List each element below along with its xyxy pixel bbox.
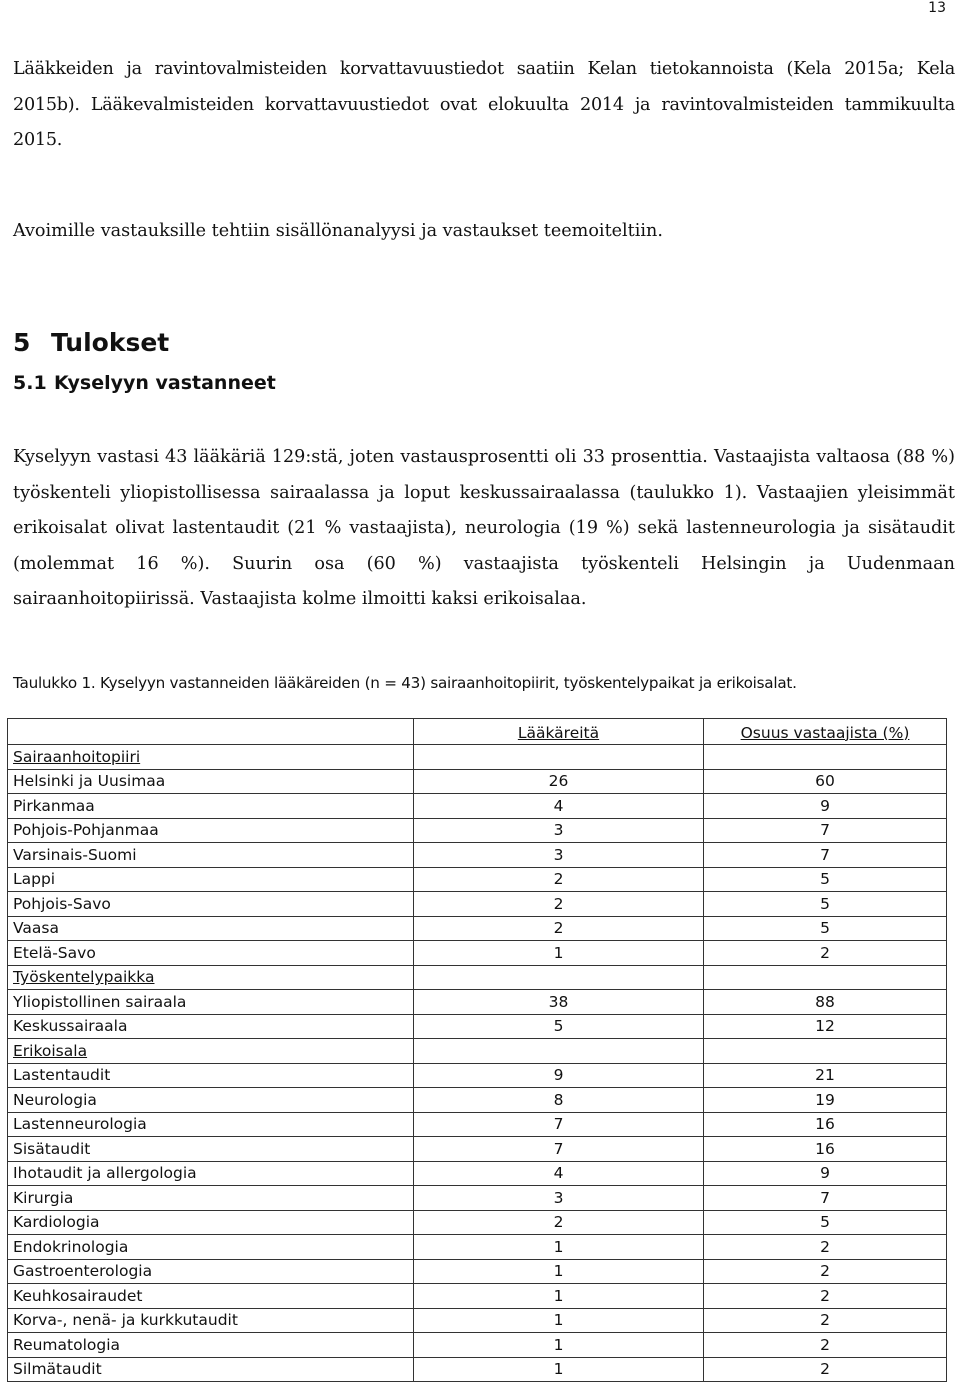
header-share-label: Osuus vastaajista (%) bbox=[740, 723, 910, 742]
doctors-count-cell: 3 bbox=[414, 818, 704, 843]
share-percent-cell: 5 bbox=[704, 1210, 947, 1235]
share-percent-cell: 5 bbox=[704, 867, 947, 892]
row-label-cell: Reumatologia bbox=[8, 1333, 414, 1358]
row-label-cell: Endokrinologia bbox=[8, 1235, 414, 1260]
row-label-cell: Silmätaudit bbox=[8, 1357, 414, 1382]
row-label-cell: Keuhkosairaudet bbox=[8, 1284, 414, 1309]
section-title-label: Erikoisala bbox=[13, 1041, 88, 1060]
paragraph-content-analysis: Avoimille vastauksille tehtiin sisällönanalyysi ja vastaukset teemoiteltiin. bbox=[13, 221, 663, 241]
row-label-cell: Yliopistollinen sairaala bbox=[8, 990, 414, 1015]
header-doctors bbox=[414, 719, 704, 745]
row-label-cell: Vaasa bbox=[8, 916, 414, 941]
row-label-cell: Etelä-Savo bbox=[8, 941, 414, 966]
table-row bbox=[8, 818, 947, 843]
section-title-label: Työskentelypaikka bbox=[13, 968, 155, 987]
section-title-cell bbox=[8, 1039, 414, 1064]
table-row bbox=[8, 990, 947, 1015]
row-label-cell: Gastroenterologia bbox=[8, 1259, 414, 1284]
share-percent-cell: 2 bbox=[704, 1333, 947, 1358]
row-label-cell: Keskussairaala bbox=[8, 1014, 414, 1039]
table-section-row bbox=[8, 1039, 947, 1064]
row-label-cell: Pohjois-Savo bbox=[8, 892, 414, 917]
row-label-cell: Kardiologia bbox=[8, 1210, 414, 1235]
table-row bbox=[8, 867, 947, 892]
share-percent-cell: 9 bbox=[704, 794, 947, 819]
row-label-cell: Lastenneurologia bbox=[8, 1112, 414, 1137]
table-row bbox=[8, 769, 947, 794]
table-row bbox=[8, 1259, 947, 1284]
doctors-count-cell: 2 bbox=[414, 892, 704, 917]
table-row bbox=[8, 1235, 947, 1260]
doctors-count-cell: 5 bbox=[414, 1014, 704, 1039]
section-title-cell bbox=[8, 965, 414, 990]
subsection-number: 5.1 bbox=[13, 372, 47, 394]
header-share bbox=[704, 719, 947, 745]
row-label-cell: Lappi bbox=[8, 867, 414, 892]
row-label-cell: Pohjois-Pohjanmaa bbox=[8, 818, 414, 843]
table-row bbox=[8, 1186, 947, 1211]
share-percent-cell: 88 bbox=[704, 990, 947, 1015]
doctors-count-cell: 1 bbox=[414, 1357, 704, 1382]
doctors-count-cell: 2 bbox=[414, 867, 704, 892]
share-percent-cell: 19 bbox=[704, 1088, 947, 1113]
doctors-count-cell: 7 bbox=[414, 1112, 704, 1137]
doctors-count-cell: 1 bbox=[414, 941, 704, 966]
row-label-cell: Helsinki ja Uusimaa bbox=[8, 769, 414, 794]
doctors-count-cell: 8 bbox=[414, 1088, 704, 1113]
share-percent-cell: 16 bbox=[704, 1137, 947, 1162]
table-row bbox=[8, 1284, 947, 1309]
paragraph-data-sources: Lääkkeiden ja ravintovalmisteiden korvattavuustiedot saatiin Kelan tietokannoista (Kela 2015a; Kela 2015b). Lääkevalmisteiden korvattavuustiedot ovat elokuulta 2014 ja ravintovalmisteiden tammikuulta 2015. bbox=[13, 59, 955, 150]
page-number: 13 bbox=[928, 0, 946, 16]
paragraph-respondents: Kyselyyn vastasi 43 lääkäriä 129:stä, joten vastausprosentti oli 33 prosenttia. Vastaajista valtaosa (88 %) työskenteli yliopistollisessa sairaalassa ja loput keskussairaalassa (taulukko 1). Vastaajien yleisimmät erikoisalat olivat lastentaudit (21 % vastaajista), neurologia (19 %) sekä lastenneurologia ja sisätaudit (molemmat 16 %). Suurin osa (60 %) vastaajista työskenteli Helsingin ja Uudenmaan sairaanhoitopiirissä. Vastaajista kolme ilmoitti kaksi erikoisalaa. bbox=[13, 447, 955, 609]
table-row bbox=[8, 1063, 947, 1088]
table-row bbox=[8, 916, 947, 941]
share-percent-cell: 2 bbox=[704, 1308, 947, 1333]
share-percent-cell: 2 bbox=[704, 1259, 947, 1284]
share-percent-cell: 5 bbox=[704, 892, 947, 917]
doctors-count-cell: 1 bbox=[414, 1235, 704, 1260]
row-label-cell: Kirurgia bbox=[8, 1186, 414, 1211]
table-row bbox=[8, 892, 947, 917]
doctors-count-cell: 1 bbox=[414, 1333, 704, 1358]
header-blank-cell bbox=[8, 719, 414, 745]
doctors-count-cell: 9 bbox=[414, 1063, 704, 1088]
header-doctors-label: Lääkäreitä bbox=[517, 723, 600, 742]
doctors-count-cell: 3 bbox=[414, 1186, 704, 1211]
row-label-cell: Lastentaudit bbox=[8, 1063, 414, 1088]
table-caption-label: Taulukko 1. bbox=[13, 674, 96, 692]
doctors-count-cell: 1 bbox=[414, 1284, 704, 1309]
table-row bbox=[8, 1161, 947, 1186]
section-title-cell bbox=[8, 745, 414, 770]
subsection-heading-respondents bbox=[13, 372, 276, 394]
section-number: 5 bbox=[13, 328, 31, 357]
table-section-row bbox=[8, 745, 947, 770]
share-percent-cell: 9 bbox=[704, 1161, 947, 1186]
table-row bbox=[8, 1308, 947, 1333]
row-label-cell: Ihotaudit ja allergologia bbox=[8, 1161, 414, 1186]
share-percent-cell: 7 bbox=[704, 843, 947, 868]
table-row bbox=[8, 1333, 947, 1358]
subsection-title: Kyselyyn vastanneet bbox=[54, 372, 276, 394]
table-row bbox=[8, 843, 947, 868]
share-percent-cell: 5 bbox=[704, 916, 947, 941]
doctors-count-cell: 2 bbox=[414, 1210, 704, 1235]
doctors-count-cell: 4 bbox=[414, 794, 704, 819]
table-header-row bbox=[8, 719, 947, 745]
table-row bbox=[8, 1210, 947, 1235]
empty-cell bbox=[414, 745, 704, 770]
doctors-count-cell: 7 bbox=[414, 1137, 704, 1162]
share-percent-cell: 2 bbox=[704, 941, 947, 966]
share-percent-cell: 16 bbox=[704, 1112, 947, 1137]
section-title: Tulokset bbox=[51, 328, 170, 357]
table-row bbox=[8, 1112, 947, 1137]
doctors-count-cell: 3 bbox=[414, 843, 704, 868]
table-body bbox=[8, 745, 947, 1382]
table-section-row bbox=[8, 965, 947, 990]
row-label-cell: Varsinais-Suomi bbox=[8, 843, 414, 868]
share-percent-cell: 60 bbox=[704, 769, 947, 794]
empty-cell bbox=[704, 1039, 947, 1064]
empty-cell bbox=[704, 965, 947, 990]
share-percent-cell: 2 bbox=[704, 1284, 947, 1309]
row-label-cell: Pirkanmaa bbox=[8, 794, 414, 819]
doctors-count-cell: 4 bbox=[414, 1161, 704, 1186]
share-percent-cell: 7 bbox=[704, 1186, 947, 1211]
share-percent-cell: 12 bbox=[704, 1014, 947, 1039]
row-label-cell: Sisätaudit bbox=[8, 1137, 414, 1162]
empty-cell bbox=[704, 745, 947, 770]
doctors-count-cell: 2 bbox=[414, 916, 704, 941]
table-row bbox=[8, 1088, 947, 1113]
respondents-table bbox=[7, 718, 947, 1382]
table-caption bbox=[13, 674, 953, 692]
table-row bbox=[8, 794, 947, 819]
empty-cell bbox=[414, 1039, 704, 1064]
doctors-count-cell: 26 bbox=[414, 769, 704, 794]
doctors-count-cell: 38 bbox=[414, 990, 704, 1015]
doctors-count-cell: 1 bbox=[414, 1259, 704, 1284]
table-row bbox=[8, 1137, 947, 1162]
share-percent-cell: 2 bbox=[704, 1235, 947, 1260]
section-title-label: Sairaanhoitopiiri bbox=[13, 747, 141, 766]
empty-cell bbox=[414, 965, 704, 990]
share-percent-cell: 7 bbox=[704, 818, 947, 843]
section-heading-results bbox=[13, 328, 169, 357]
doctors-count-cell: 1 bbox=[414, 1308, 704, 1333]
share-percent-cell: 2 bbox=[704, 1357, 947, 1382]
share-percent-cell: 21 bbox=[704, 1063, 947, 1088]
table-row bbox=[8, 1014, 947, 1039]
table-caption-text: Kyselyyn vastanneiden lääkäreiden (n = 43) sairaanhoitopiirit, työskentelypaikat ja erikoisalat. bbox=[95, 674, 797, 692]
table-row bbox=[8, 941, 947, 966]
row-label-cell: Korva-, nenä- ja kurkkutaudit bbox=[8, 1308, 414, 1333]
row-label-cell: Neurologia bbox=[8, 1088, 414, 1113]
